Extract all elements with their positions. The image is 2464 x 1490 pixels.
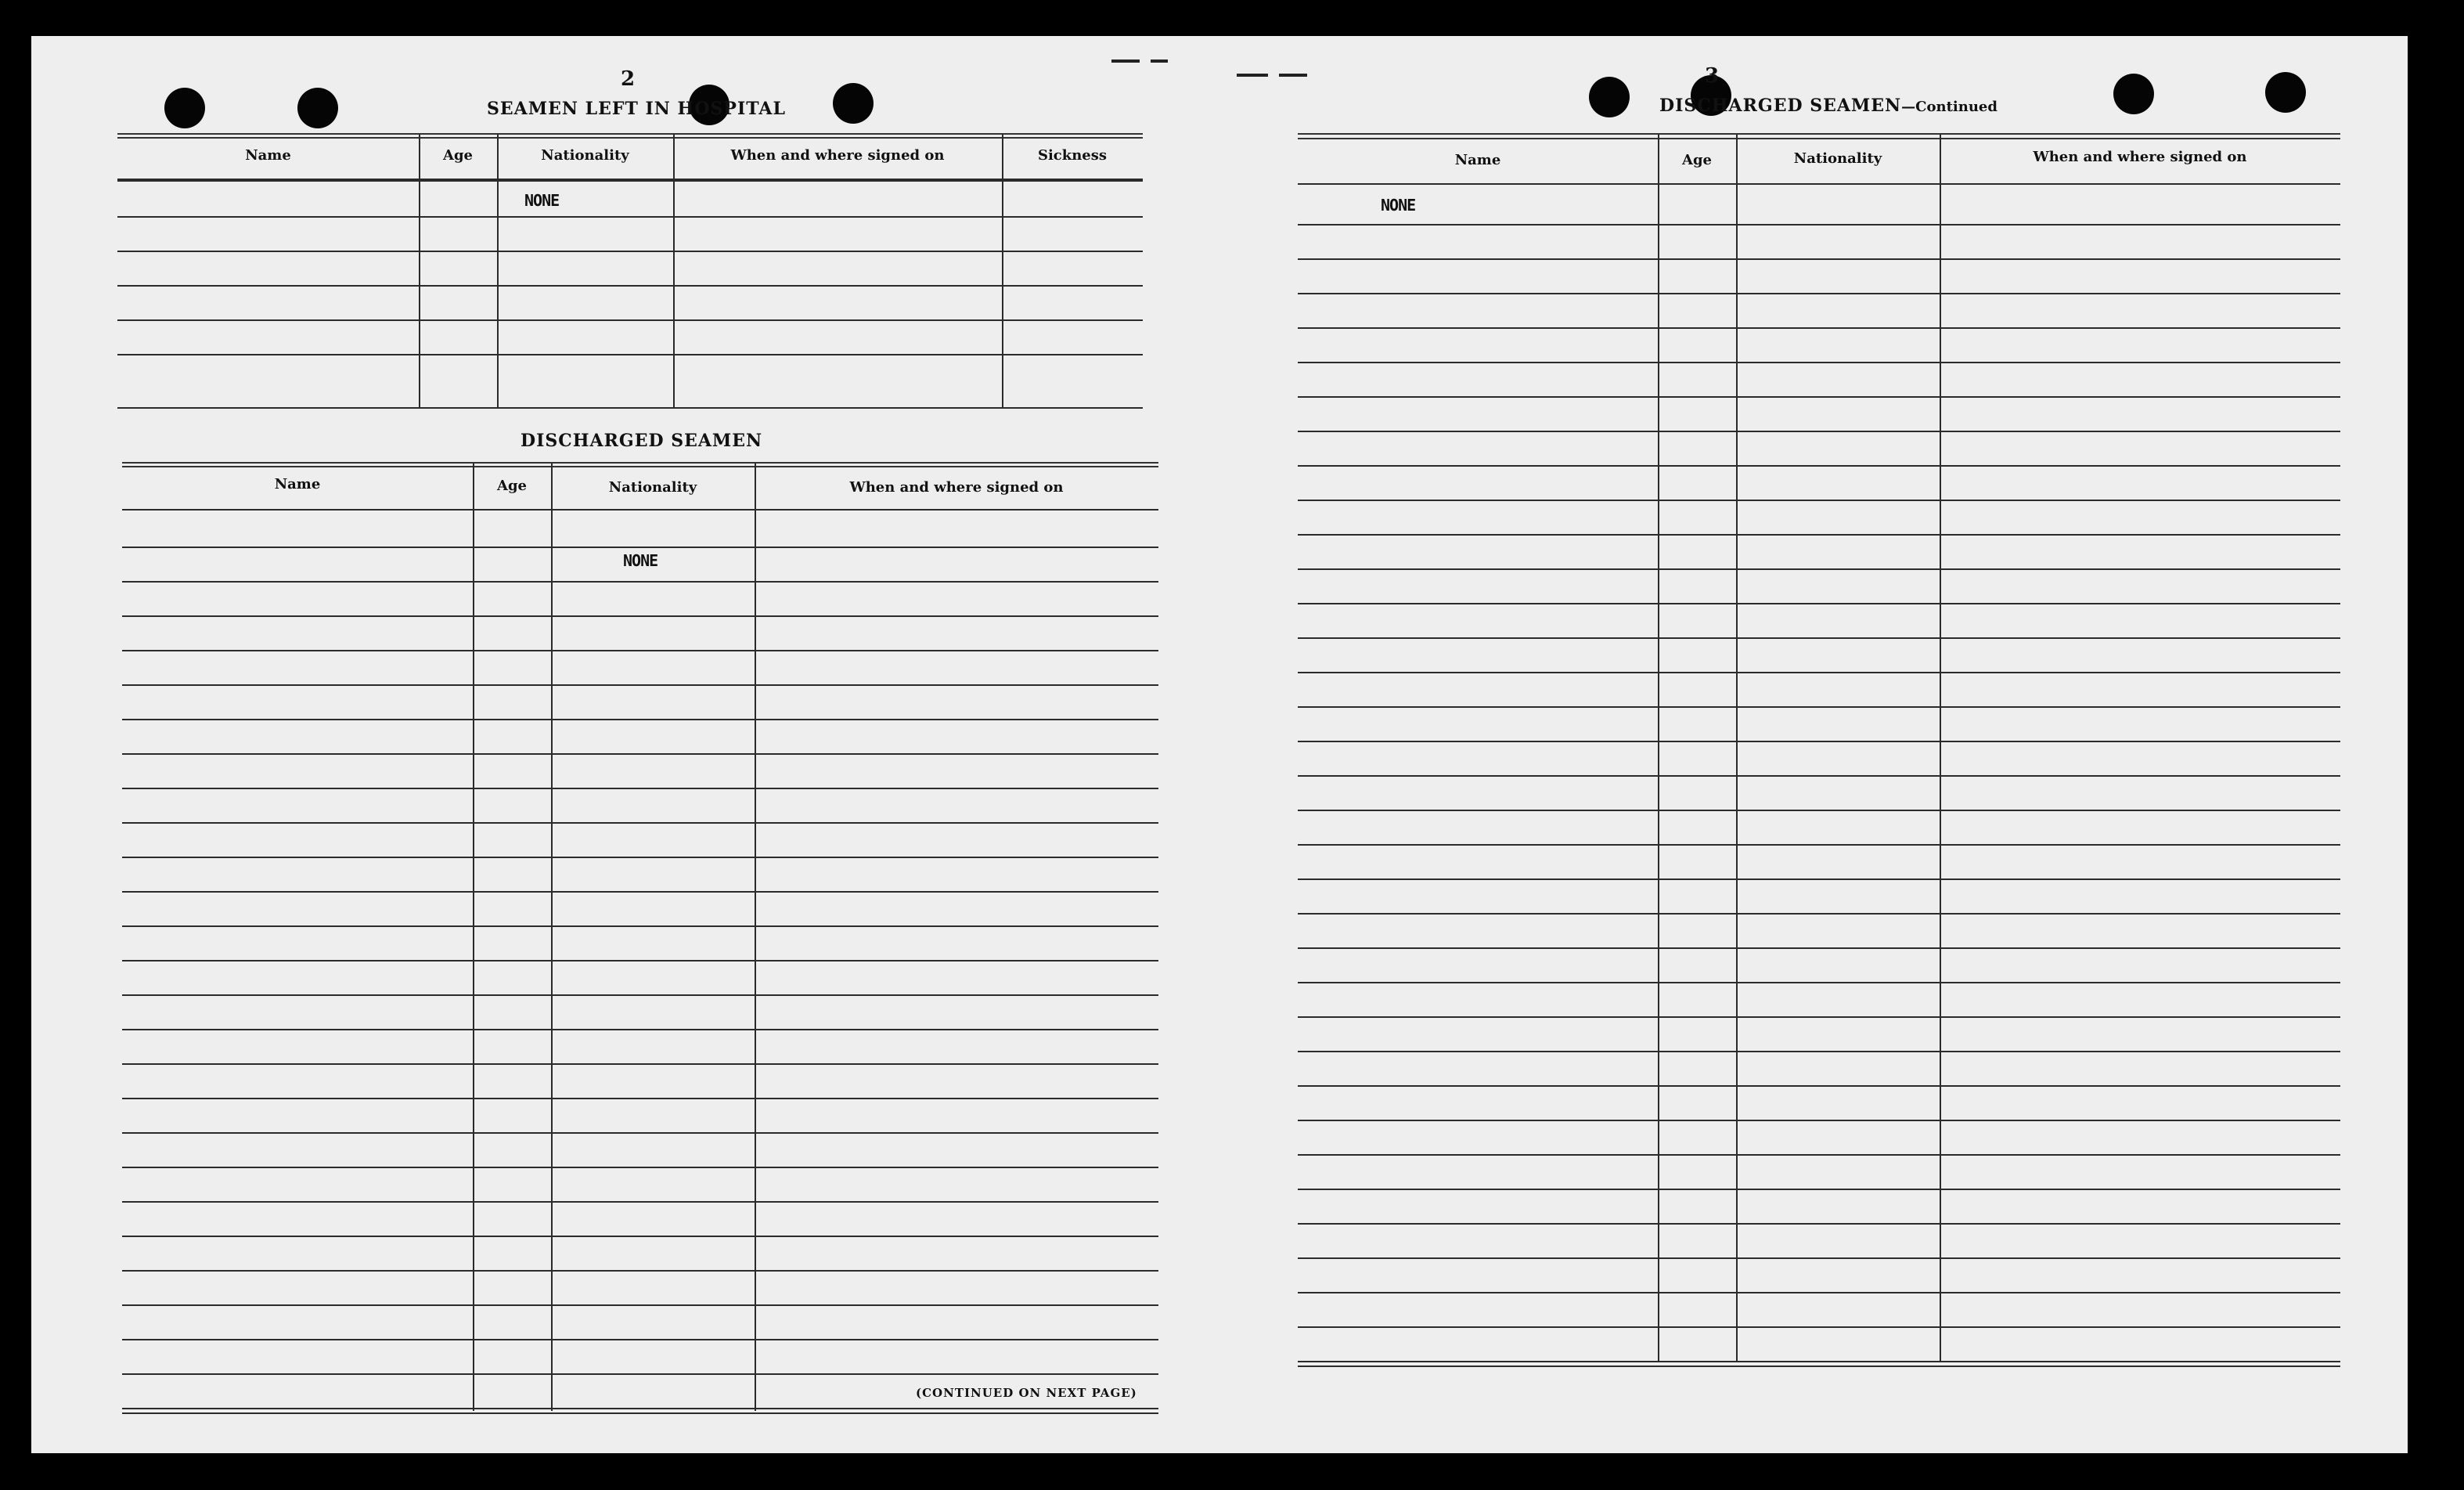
discharged-continued-table — [1298, 133, 2340, 1425]
punch-hole — [2265, 72, 2306, 113]
ink-mark — [1111, 60, 1140, 63]
document-sheet — [31, 36, 2408, 1453]
punch-hole — [2113, 74, 2154, 114]
hospital-section-title: SEAMEN LEFT IN HOSPITAL — [487, 99, 786, 119]
column-header-age: Age — [442, 147, 473, 164]
hospital-table — [117, 133, 1143, 446]
none-stamp: NONE — [524, 191, 560, 210]
column-header-when-where: When and where signed on — [730, 147, 945, 164]
ink-mark — [1237, 74, 1268, 77]
column-header-nationality: Nationality — [541, 147, 629, 164]
punch-hole — [164, 88, 205, 128]
column-header-nationality: Nationality — [1793, 150, 1882, 167]
page-number: 3 — [1705, 64, 1720, 88]
page-3 — [1221, 36, 2408, 1453]
none-stamp: NONE — [623, 551, 658, 570]
discharged-continued-title — [1659, 96, 1997, 116]
discharged-section-title: DISCHARGED SEAMEN — [521, 431, 763, 451]
punch-hole — [1589, 77, 1630, 117]
column-header-when-where: When and where signed on — [2033, 149, 2247, 165]
ink-mark — [1151, 60, 1168, 63]
title-suffix: —Continued — [1901, 99, 1997, 115]
column-header-name: Name — [245, 147, 291, 164]
column-header-when-where: When and where signed on — [849, 479, 1064, 496]
column-header-age: Age — [1681, 152, 1712, 168]
page-number: 2 — [621, 67, 636, 91]
column-header-name: Name — [274, 476, 321, 492]
punch-hole — [833, 83, 874, 124]
column-header-nationality: Nationality — [608, 479, 697, 496]
column-header-name: Name — [1454, 152, 1501, 168]
ink-mark — [1279, 74, 1307, 77]
title-main: DISCHARGED SEAMEN — [1659, 96, 1902, 116]
continued-footer: (CONTINUED ON NEXT PAGE) — [916, 1386, 1137, 1400]
column-header-age: Age — [496, 478, 527, 494]
none-stamp: NONE — [1381, 196, 1416, 215]
page-2 — [31, 36, 1205, 1453]
column-header-sickness: Sickness — [1037, 147, 1108, 164]
discharged-table — [122, 462, 1158, 1425]
punch-hole — [297, 88, 338, 128]
